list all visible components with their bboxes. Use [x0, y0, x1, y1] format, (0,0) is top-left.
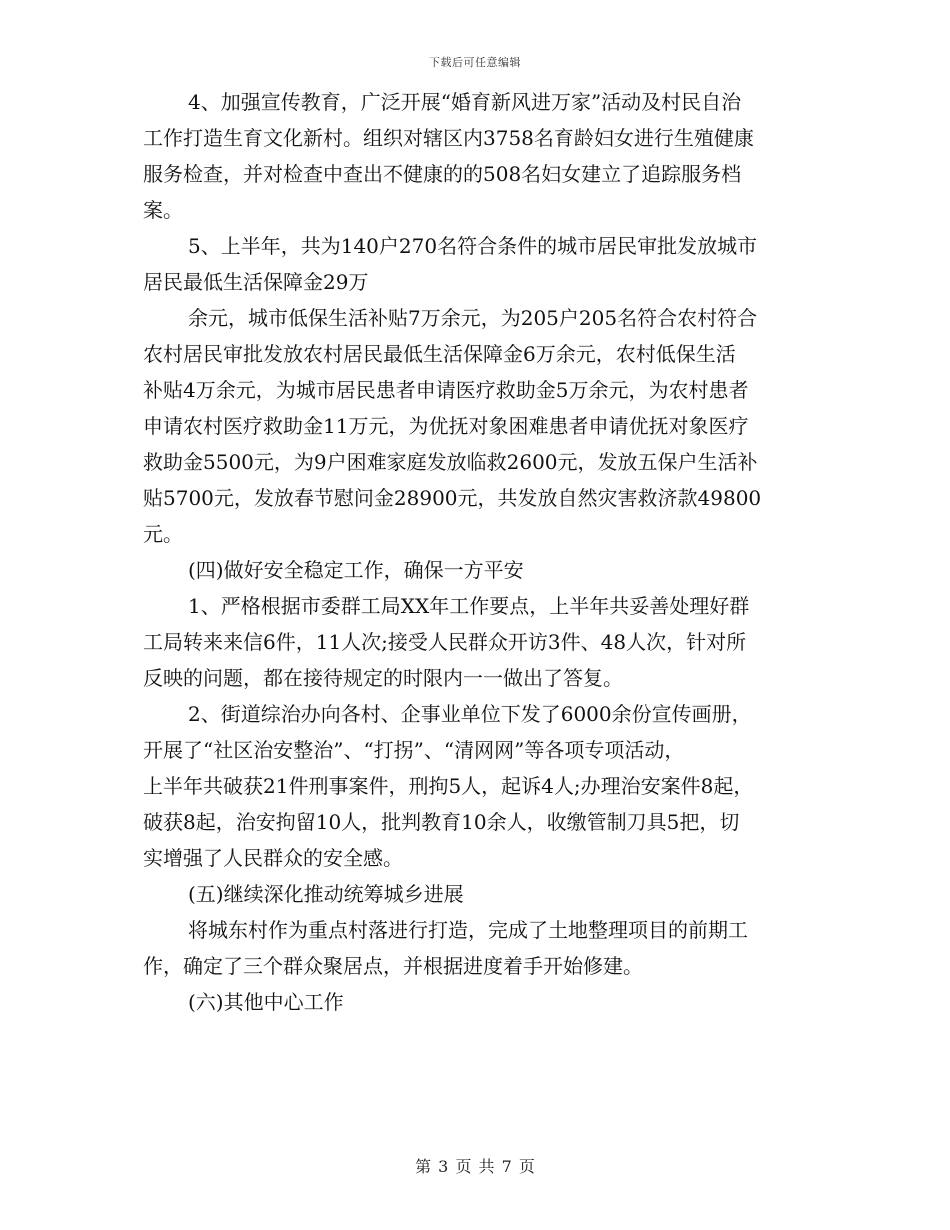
body-text-line: 农村居民审批发放农村居民最低生活保障金6万余元，农村低保生活: [143, 342, 736, 366]
body-text-line: 服务检查，并对检查中查出不健康的的508名妇女建立了追踪服务档: [143, 162, 742, 186]
body-text-line: 救助金5500元，为9户困难家庭发放临救2600元，发放五保户生活补: [143, 450, 758, 474]
body-text-line: 反映的问题，都在接待规定的时限内一一做出了答复。: [143, 666, 623, 690]
body-text-line: 开展了“社区治安整治”、“打拐”、“清网网”等各项专项活动，: [143, 738, 685, 762]
body-text-line: 案。: [143, 198, 183, 222]
body-text-line: 4、加强宣传教育，广泛开展“婚育新风进万家”活动及村民自治: [188, 90, 742, 114]
body-text-line: 破获8起，治安拘留10人，批判教育10余人，收缴管制刀具5把，切: [143, 810, 740, 834]
body-text-line: 2、街道综治办向各村、企事业单位下发了6000余份宣传画册，: [188, 702, 752, 726]
body-text-line: 作，确定了三个群众聚居点，并根据进度着手开始修建。: [143, 954, 643, 978]
body-text-line: (四)做好安全稳定工作，确保一方平安: [188, 558, 524, 582]
body-text-line: (五)继续深化推动统筹城乡进展: [188, 882, 464, 906]
body-text-line: 工局转来来信6件，11人次;接受人民群众开访3件、48人次，针对所: [143, 630, 747, 654]
body-text-line: 申请农村医疗救助金11万元，为优抚对象困难患者申请优抚对象医疗: [143, 414, 749, 438]
body-text-line: 上半年共破获21件刑事案件，刑拘5人，起诉4人;办理治安案件8起，: [143, 774, 754, 798]
document-body: [143, 84, 813, 1020]
body-text-line: 5、上半年，共为140户270名符合条件的城市居民审批发放城市: [188, 234, 758, 258]
body-text-line: 补贴4万余元，为城市居民患者申请医疗救助金5万余元，为农村患者: [143, 378, 749, 402]
body-text-line: 工作打造生育文化新村。组织对辖区内3758名育龄妇女进行生殖健康: [143, 126, 754, 150]
body-text-line: (六)其他中心工作: [188, 990, 344, 1014]
body-text-line: 将城东村作为重点村落进行打造，完成了土地整理项目的前期工: [188, 918, 748, 942]
page-header: 下载后可任意编辑: [429, 56, 521, 69]
page-footer-page-number: 第 3 页 共 7 页: [415, 1157, 535, 1176]
body-text-line: 贴5700元，发放春节慰问金28900元，共发放自然灾害救济款49800: [143, 486, 762, 510]
body-text-line: 元。: [143, 522, 183, 546]
body-text-line: 居民最低生活保障金29万: [143, 270, 369, 294]
body-text-line: 余元，城市低保生活补贴7万余元，为205户205名符合农村符合: [188, 306, 758, 330]
body-text-line: 实增强了人民群众的安全感。: [143, 846, 403, 870]
body-text-line: 1、严格根据市委群工局XX年工作要点，上半年共妥善处理好群: [188, 594, 750, 618]
